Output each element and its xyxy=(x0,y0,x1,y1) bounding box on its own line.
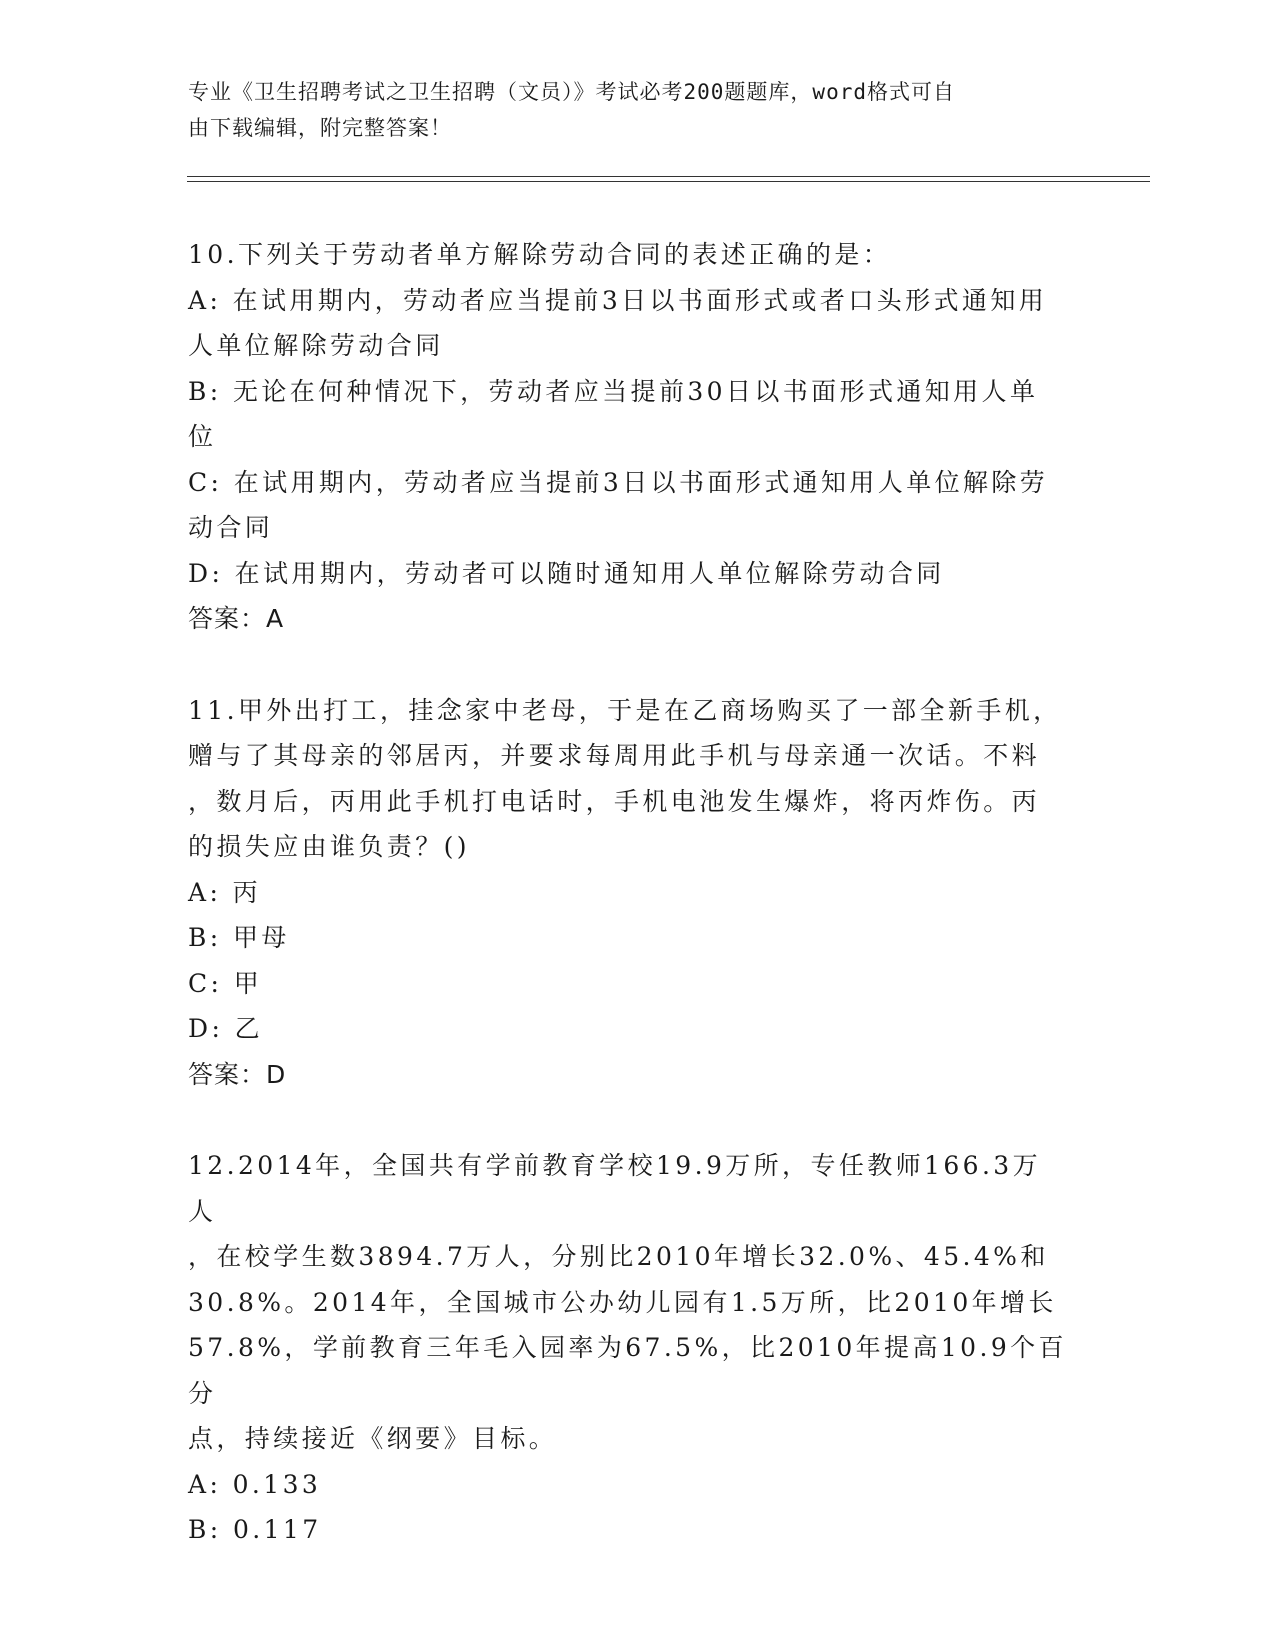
option-b: B: 甲母 xyxy=(188,923,290,952)
questions-list xyxy=(188,232,1068,1599)
document-header xyxy=(188,74,1068,146)
option-b-continued: 位 xyxy=(188,422,217,451)
question-stem-continued: 的损失应由谁负责？() xyxy=(188,832,470,861)
question-stem-continued: 30.8%。2014年，全国城市公办幼儿园有1.5万所，比2010年增长 xyxy=(188,1287,1057,1317)
option-b: B: 0.117 xyxy=(188,1515,322,1544)
option-c-continued: 动合同 xyxy=(188,513,274,542)
answer-label: 答案：A xyxy=(188,604,285,633)
option-d: D: 在试用期内，劳动者可以随时通知用人单位解除劳动合同 xyxy=(188,558,945,588)
question-stem-continued: 57.8%，学前教育三年毛入园率为67.5%，比2010年提高10.9个百分 xyxy=(188,1333,1067,1408)
option-a: A: 在试用期内，劳动者应当提前3日以书面形式或者口头形式通知用 xyxy=(188,285,1048,315)
question-stem: 10.下列关于劳动者单方解除劳动合同的表述正确的是： xyxy=(188,240,892,269)
option-c: C: 在试用期内，劳动者应当提前3日以书面形式通知用人单位解除劳 xyxy=(188,467,1049,497)
question-stem-continued: 赠与了其母亲的邻居丙，并要求每周用此手机与母亲通一次话。不料 xyxy=(188,741,1041,770)
option-a: A: 丙 xyxy=(188,877,262,907)
question-stem: 12.2014年，全国共有学前教育学校19.9万所，专任教师166.3万人 xyxy=(188,1151,1042,1226)
header-divider-bottom xyxy=(187,181,1150,182)
question-11 xyxy=(188,688,1068,1098)
header-divider-top xyxy=(187,176,1150,177)
header-line-2: 由下载编辑，附完整答案！ xyxy=(188,116,452,140)
option-a: A: 0.133 xyxy=(188,1469,322,1499)
question-12 xyxy=(188,1143,1068,1553)
question-stem-continued: 点，持续接近《纲要》目标。 xyxy=(188,1424,558,1453)
option-c: C: 甲 xyxy=(188,968,263,998)
option-b: B: 无论在何种情况下，劳动者应当提前30日以书面形式通知用人单 xyxy=(188,376,1039,406)
option-a-continued: 人单位解除劳动合同 xyxy=(188,331,444,360)
question-stem-continued: ，在校学生数3894.7万人，分别比2010年增长32.0%、45.4%和 xyxy=(188,1242,1049,1271)
option-d: D: 乙 xyxy=(188,1014,264,1043)
question-stem-continued: ，数月后，丙用此手机打电话时，手机电池发生爆炸，将丙炸伤。丙 xyxy=(188,786,1041,816)
question-10 xyxy=(188,232,1068,642)
answer-label: 答案：D xyxy=(188,1059,287,1089)
question-stem: 11.甲外出打工，挂念家中老母，于是在乙商场购买了一部全新手机， xyxy=(188,695,1062,725)
header-line-1: 专业《卫生招聘考试之卫生招聘（文员）》考试必考200题题库，word格式可自 xyxy=(188,80,955,104)
